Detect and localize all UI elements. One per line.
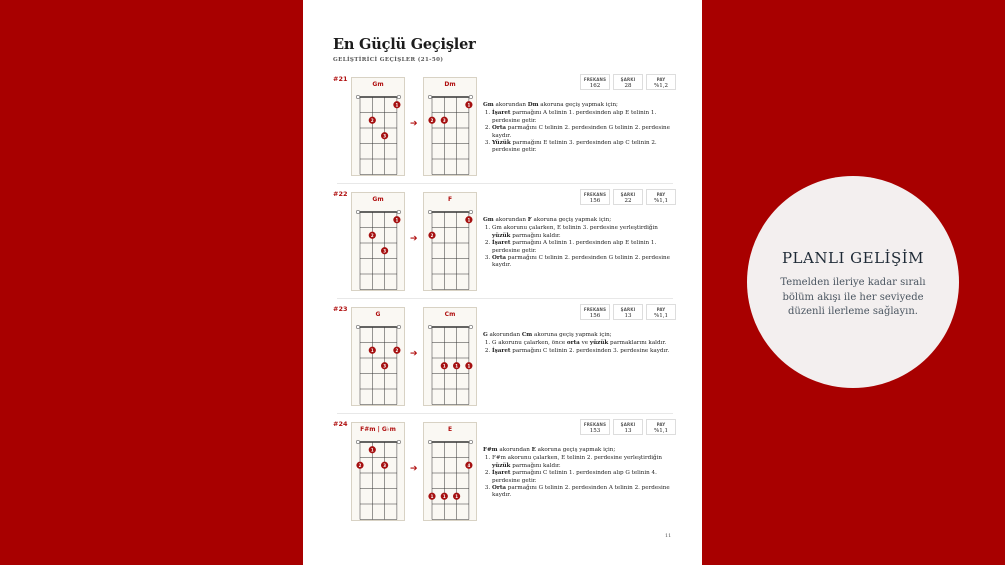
stat-songs [613, 189, 643, 205]
chord-card-from [351, 77, 405, 176]
step-text: G akorunu çalarken, önce [492, 340, 567, 347]
stat-value: 28 [624, 83, 632, 89]
stat-value: 156 [589, 313, 601, 319]
entry-divider [337, 413, 673, 414]
intro-text: akoruna geçiş yapmak için; [535, 447, 616, 453]
finger-number: 1 [442, 493, 446, 499]
transition-entry [333, 189, 677, 301]
fretboard-diagram [424, 308, 478, 407]
step-text: parmağını A telinin 1. perdesinden alıp E telinin 1. perdesine getir. [492, 110, 657, 124]
intro-from: Gm [483, 217, 494, 223]
chord-name: F [447, 196, 453, 203]
feature-description: Temelden ileriye kadar sıralı bölüm akışı ile her seviyede düzenli ilerleme sağlayın. [780, 277, 926, 317]
chord-name: E [447, 426, 453, 433]
fretboard-diagram [352, 308, 406, 407]
step-text: parmağını G telinin 2. perdesinden A telinin 2. perdesine kaydır. [492, 485, 670, 499]
step-finger: Orta [492, 125, 507, 132]
step-text: parmağını C telinin 2. perdesinden 3. perdesine kaydır. [510, 347, 670, 354]
chord-name: F#m | G♭m [360, 426, 396, 433]
transition-instructions [483, 102, 675, 155]
step-text: parmaklarını kaldır. [608, 340, 667, 347]
intro-text: akorundan [493, 102, 528, 108]
stat-label: FREKANS [583, 422, 607, 427]
stat-value: %1,1 [654, 313, 668, 319]
finger-number: 1 [395, 217, 399, 223]
page-number: 11 [665, 533, 672, 539]
chord-name: Dm [444, 81, 456, 88]
finger-number: 3 [383, 133, 386, 139]
fretboard-diagram [424, 423, 478, 522]
chord-card-from [351, 307, 405, 406]
step-finger: İşaret [492, 240, 511, 247]
tuning-peg-icon [356, 325, 360, 329]
finger-number: 1 [467, 102, 471, 108]
tuning-peg-icon [397, 95, 401, 99]
finger-number: 1 [455, 493, 458, 499]
finger-number: 2 [430, 117, 434, 123]
stat-value: %1,1 [654, 198, 668, 204]
fretboard-diagram [424, 193, 478, 292]
intro-to: F [527, 217, 532, 223]
stat-share [646, 419, 676, 435]
entry-number: #23 [333, 305, 348, 313]
instruction-step [492, 140, 675, 155]
entry-divider [337, 183, 673, 184]
entry-number: #22 [333, 190, 348, 198]
intro-text: akorundan [487, 332, 522, 338]
finger-number: 1 [370, 447, 374, 453]
tuning-peg-icon [428, 325, 432, 329]
stat-freq [580, 304, 610, 320]
stat-songs [613, 74, 643, 90]
finger-number: 1 [395, 102, 399, 108]
instruction-intro [483, 332, 675, 339]
entry-divider [337, 298, 673, 299]
step-finger: Orta [492, 255, 507, 262]
entry-number: #24 [333, 420, 348, 428]
stat-value: 153 [589, 428, 601, 434]
finger-number: 3 [383, 363, 386, 369]
instruction-step [492, 340, 675, 347]
tuning-peg-icon [356, 440, 360, 444]
stat-value: 22 [624, 198, 632, 204]
tuning-peg-icon [469, 210, 473, 214]
fretboard-diagram [352, 193, 406, 292]
finger-number: 2 [370, 117, 374, 123]
stat-value: 156 [589, 198, 601, 204]
instruction-step [492, 240, 675, 255]
chord-card-from [351, 422, 405, 521]
instruction-step [492, 255, 675, 270]
tuning-peg-icon [397, 210, 401, 214]
feature-badge-inner [747, 176, 959, 388]
step-text: parmağını kaldır. [510, 232, 561, 239]
intro-text: akoruna geçiş yapmak için; [532, 332, 612, 338]
step-finger: yüzük [492, 462, 511, 469]
instruction-step [492, 125, 675, 140]
tuning-peg-icon [397, 325, 401, 329]
intro-from: G [483, 332, 488, 338]
stat-label: ŞARKI [620, 422, 636, 427]
finger-number: 1 [430, 493, 434, 499]
tuning-peg-icon [356, 95, 360, 99]
finger-number: 1 [455, 363, 458, 369]
step-text: Gm akorunu çalarken, E telinin 3. perdesine yerleştirdiğin [492, 225, 658, 232]
step-finger: yüzük [589, 340, 609, 347]
tuning-peg-icon [428, 95, 432, 99]
transition-instructions [483, 447, 675, 500]
finger-number: 2 [430, 232, 434, 238]
stat-value: 13 [624, 428, 632, 434]
stat-label: FREKANS [583, 77, 607, 82]
stat-label: PAY [656, 192, 666, 197]
stat-value: %1,2 [654, 83, 668, 89]
stat-label: FREKANS [583, 307, 607, 312]
chord-card-from [351, 192, 405, 291]
finger-number: 2 [370, 232, 374, 238]
instruction-step [492, 485, 675, 500]
fretboard-diagram [352, 78, 406, 177]
stat-freq [580, 189, 610, 205]
stat-value: 162 [589, 83, 601, 89]
instruction-step [492, 455, 675, 470]
finger-number: 1 [442, 363, 446, 369]
stat-value: 13 [624, 313, 632, 319]
tuning-peg-icon [428, 440, 432, 444]
stat-share [646, 189, 676, 205]
instruction-steps [483, 225, 675, 269]
instruction-step [492, 110, 675, 125]
chord-card-to [423, 192, 477, 291]
chord-card-to [423, 77, 477, 176]
fretboard-diagram [352, 423, 406, 522]
stat-label: ŞARKI [620, 307, 636, 312]
step-finger: orta [566, 340, 580, 347]
step-finger: Yüzük [492, 140, 511, 147]
instruction-step [492, 225, 675, 240]
finger-number: 4 [467, 462, 471, 468]
stat-songs [613, 419, 643, 435]
finger-number: 1 [467, 217, 471, 223]
step-text: ve [579, 340, 590, 347]
step-text: parmağını C telinin 1. perdesinden alıp G telinin 4. perdesine getir. [492, 470, 657, 484]
stat-value: %1,1 [654, 428, 668, 434]
transition-entry [333, 419, 677, 531]
tuning-peg-icon [356, 210, 360, 214]
chord-name: Gm [372, 81, 384, 88]
finger-number: 2 [358, 462, 362, 468]
stat-freq [580, 419, 610, 435]
chord-card-to [423, 307, 477, 406]
feature-title: PLANLI GELİŞİM [781, 249, 925, 267]
stat-label: PAY [656, 422, 666, 427]
tuning-peg-icon [428, 210, 432, 214]
instruction-intro [483, 447, 675, 454]
intro-from: F#m [483, 447, 498, 453]
step-finger: İşaret [492, 470, 511, 477]
transition-entry [333, 304, 677, 416]
step-text: parmağını E telinin 3. perdesinden alıp C telinin 2. perdesine getir. [492, 140, 657, 154]
intro-to: E [531, 447, 536, 453]
step-finger: Orta [492, 485, 507, 492]
instruction-intro [483, 217, 675, 224]
step-text: F#m akorunu çalarken, E telinin 2. perdesine yerleştirdiğin [492, 455, 662, 462]
intro-text: akorundan [493, 217, 528, 223]
intro-to: Dm [527, 102, 539, 108]
arrow-right-icon: ➔ [410, 464, 418, 474]
instruction-steps [483, 340, 675, 355]
finger-number: 1 [467, 363, 471, 369]
intro-text: akoruna geçiş yapmak için; [531, 217, 612, 223]
finger-number: 2 [395, 347, 399, 353]
transition-instructions [483, 217, 675, 270]
stat-freq [580, 74, 610, 90]
stat-label: ŞARKI [620, 192, 636, 197]
finger-number: 1 [370, 347, 374, 353]
transition-entry [333, 74, 677, 186]
tuning-peg-icon [397, 440, 401, 444]
chord-card-to [423, 422, 477, 521]
stat-songs [613, 304, 643, 320]
stat-label: PAY [656, 307, 666, 312]
step-text: parmağını kaldır. [510, 462, 561, 469]
instruction-steps [483, 110, 675, 154]
page-subtitle: GELİŞTİRİCİ GEÇİŞLER (21-50) [333, 57, 444, 63]
tuning-peg-icon [469, 95, 473, 99]
step-finger: İşaret [492, 110, 511, 117]
tuning-peg-icon [469, 440, 473, 444]
stat-label: ŞARKI [620, 77, 636, 82]
transition-instructions [483, 332, 675, 355]
step-text: parmağını A telinin 1. perdesinden alıp E telinin 1. perdesine getir. [492, 240, 657, 254]
chord-name: Gm [372, 196, 384, 203]
instruction-step [492, 348, 675, 355]
finger-number: 3 [442, 117, 446, 123]
arrow-right-icon: ➔ [410, 119, 418, 129]
stat-label: PAY [656, 77, 666, 82]
stat-share [646, 74, 676, 90]
instruction-intro [483, 102, 675, 109]
arrow-right-icon: ➔ [410, 234, 418, 244]
finger-number: 3 [383, 248, 386, 254]
stat-label: FREKANS [583, 192, 607, 197]
step-finger: yüzük [492, 232, 511, 239]
instruction-steps [483, 455, 675, 499]
chord-name: G [375, 311, 381, 318]
instruction-step [492, 470, 675, 485]
step-text: parmağını C telinin 2. perdesinden G telinin 2. perdesine kaydır. [492, 125, 670, 139]
chord-name: Cm [444, 311, 456, 318]
feature-badge [742, 171, 964, 393]
step-text: parmağını C telinin 2. perdesinden G telinin 2. perdesine kaydır. [492, 255, 670, 269]
intro-to: Cm [521, 332, 533, 338]
finger-number: 3 [383, 462, 386, 468]
intro-text: akoruna geçiş yapmak için; [538, 102, 618, 108]
fretboard-diagram [424, 78, 478, 177]
intro-text: akorundan [497, 447, 532, 453]
tuning-peg-icon [469, 325, 473, 329]
document-page [303, 0, 702, 565]
stat-share [646, 304, 676, 320]
entry-number: #21 [333, 75, 348, 83]
step-finger: İşaret [492, 347, 511, 354]
intro-from: Gm [483, 102, 494, 108]
arrow-right-icon: ➔ [410, 349, 418, 359]
page-title: En Güçlü Geçişler [333, 36, 476, 53]
